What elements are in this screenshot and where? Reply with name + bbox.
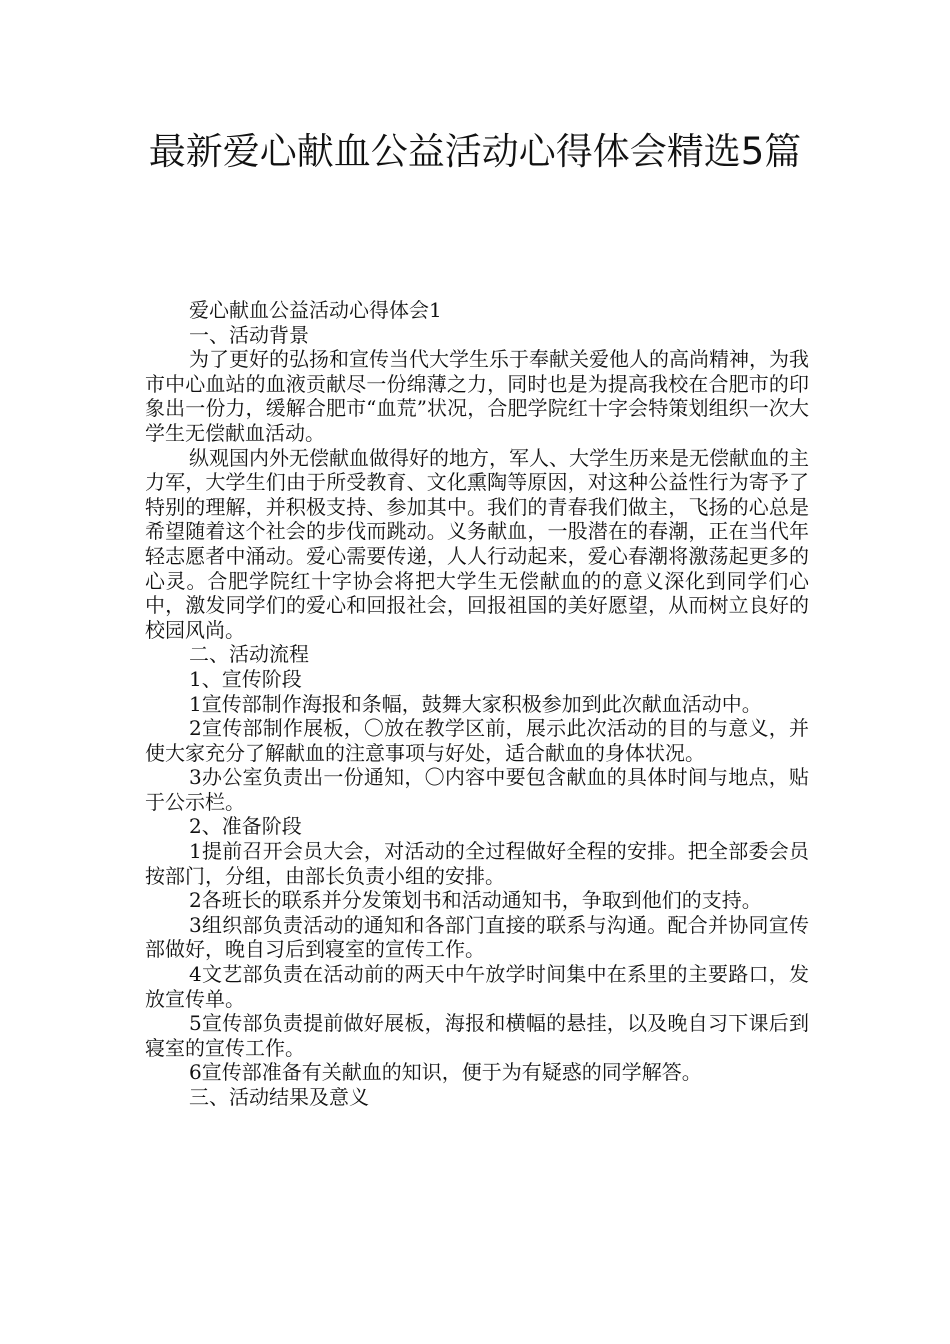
paragraph-preparation-item-1: 1提前召开会员大会，对活动的全过程做好全程的安排。把全部委会员按部门，分组，由部长负责小组的安排。 (145, 839, 809, 888)
paragraph-preparation-item-2: 2各班长的联系并分发策划书和活动通知书，争取到他们的支持。 (189, 888, 762, 913)
paragraph-preparation-item-4: 4文艺部负责在活动前的两天中午放学时间集中在系里的主要路口，发放宣传单。 (145, 962, 809, 1011)
paragraph-stage-preparation: 2、准备阶段 (189, 814, 302, 839)
paragraph-publicity-item-2: 2宣传部制作展板，〇放在教学区前，展示此次活动的目的与意义，并使大家充分了解献血的注意事项与好处，适合献血的身体状况。 (145, 716, 809, 765)
paragraph-publicity-item-3: 3办公室负责出一份通知，〇内容中要包含献血的具体时间与地点，贴于公示栏。 (145, 765, 809, 814)
document-body (145, 298, 809, 1110)
paragraph-background-2: 纵观国内外无偿献血做得好的地方，军人、大学生历来是无偿献血的主力军，大学生们由于所受教育、文化熏陶等原因，对这种公益性行为寄予了特别的理解，并积极支持、参加其中。我们的青春我们做主，飞扬的心总是希望随着这个社会的步伐而跳动。义务献血，一股潜在的春潮，正在当代年轻志愿者中涌动。爱心需要传递，人人行动起来，爱心春潮将激荡起更多的心灵。合肥学院红十字协会将把大学生无偿献血的的意义深化到同学们心中，激发同学们的爱心和回报社会，回报祖国的美好愿望，从而树立良好的校园风尚。 (145, 445, 809, 642)
paragraph-section-process: 二、活动流程 (189, 642, 309, 667)
paragraph-background-1: 为了更好的弘扬和宣传当代大学生乐于奉献关爱他人的高尚精神，为我市中心血站的血液贡献尽一份绵薄之力，同时也是为提高我校在合肥市的印象出一份力，缓解合肥市“血荒”状况，合肥学院红十字会特策划组织一次大学生无偿献血活动。 (145, 347, 809, 445)
paragraph-section-results: 三、活动结果及意义 (189, 1085, 369, 1109)
paragraph-preparation-item-3: 3组织部负责活动的通知和各部门直接的联系与沟通。配合并协同宣传部做好，晚自习后到寝室的宣传工作。 (145, 912, 809, 962)
paragraph-article-heading: 爱心献血公益活动心得体会1 (189, 298, 442, 322)
paragraph-section-background: 一、活动背景 (189, 322, 309, 347)
paragraph-preparation-item-5: 5宣传部负责提前做好展板，海报和横幅的悬挂，以及晚自习下课后到寝室的宣传工作。 (145, 1011, 809, 1060)
paragraph-preparation-item-6: 6宣传部准备有关献血的知识，便于为有疑惑的同学解答。 (189, 1060, 702, 1085)
paragraph-publicity-item-1: 1宣传部制作海报和条幅，鼓舞大家积极参加到此次献血活动中。 (189, 691, 762, 716)
paragraph-stage-publicity: 1、宣传阶段 (189, 666, 302, 691)
document-title: 最新爱心献血公益活动心得体会精选5篇 (148, 130, 802, 173)
